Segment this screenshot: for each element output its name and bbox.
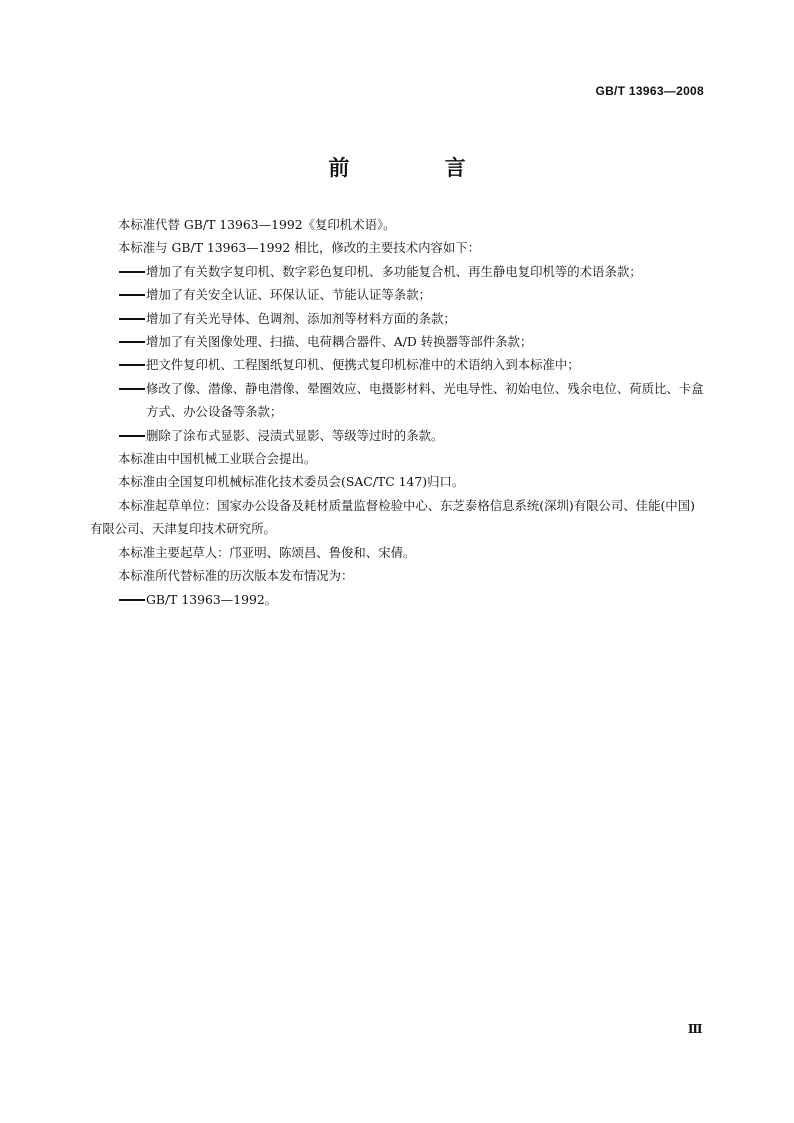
- list-item: [90, 330, 704, 353]
- list-item-text: 删除了涂布式显影、浸渍式显影、等级等过时的条款。: [146, 427, 444, 443]
- list-item-text: 增加了有关光导体、色调剂、添加剂等材料方面的条款；: [146, 310, 456, 326]
- list-item: [90, 377, 704, 424]
- list-item: [90, 588, 704, 611]
- page-number: Ⅲ: [687, 1022, 702, 1036]
- paragraph-changes-intro: 本标准与 GB/T 13963—1992 相比，修改的主要技术内容如下：: [118, 240, 481, 256]
- list-item: [90, 260, 704, 283]
- paragraph-drafting-units: 本标准起草单位：国家办公设备及耗材质量监督检验中心、东芝泰格信息系统(深圳)有限公司、佳能(中国)有限公司、天津复印技术研究所。: [90, 497, 695, 537]
- paragraph-replaces: 本标准代替 GB/T 13963—1992《复印机术语》。: [118, 217, 396, 232]
- list-item-text: 增加了有关安全认证、环保认证、节能认证等条款；: [146, 287, 431, 303]
- paragraph-history-intro: 本标准所代替标准的历次版本发布情况为：: [118, 568, 354, 584]
- list-item: [90, 424, 704, 447]
- list-item: [90, 307, 704, 330]
- list-item: [90, 353, 704, 376]
- standard-code: GB/T 13963—2008: [595, 84, 704, 98]
- list-item: [90, 283, 704, 306]
- paragraph-proposer: 本标准由中国机械工业联合会提出。: [118, 451, 317, 467]
- foreword-body: [90, 213, 704, 611]
- list-item-text: 把文件复印机、工程图纸复印机、便携式复印机标准中的术语纳入到本标准中；: [146, 357, 580, 373]
- paragraph-drafters: 本标准主要起草人：邝亚明、陈颂昌、鲁俊和、宋倩。: [118, 544, 416, 560]
- list-item-text: 修改了像、潜像、静电潜像、晕圈效应、电摄影材料、光电导性、初始电位、残余电位、荷质比、卡盒方式、办公设备等条款；: [146, 380, 704, 420]
- list-item-text: GB/T 13963—1992。: [146, 591, 278, 607]
- list-item-text: 增加了有关数字复印机、数字彩色复印机、多功能复合机、再生静电复印机等的术语条款；: [146, 263, 642, 279]
- paragraph-committee: 本标准由全国复印机械标准化技术委员会(SAC/TC 147)归口。: [118, 474, 465, 490]
- list-item-text: 增加了有关图像处理、扫描、电荷耦合器件、A/D 转换器等部件条款；: [146, 334, 533, 350]
- page-title: 前 言: [328, 156, 510, 180]
